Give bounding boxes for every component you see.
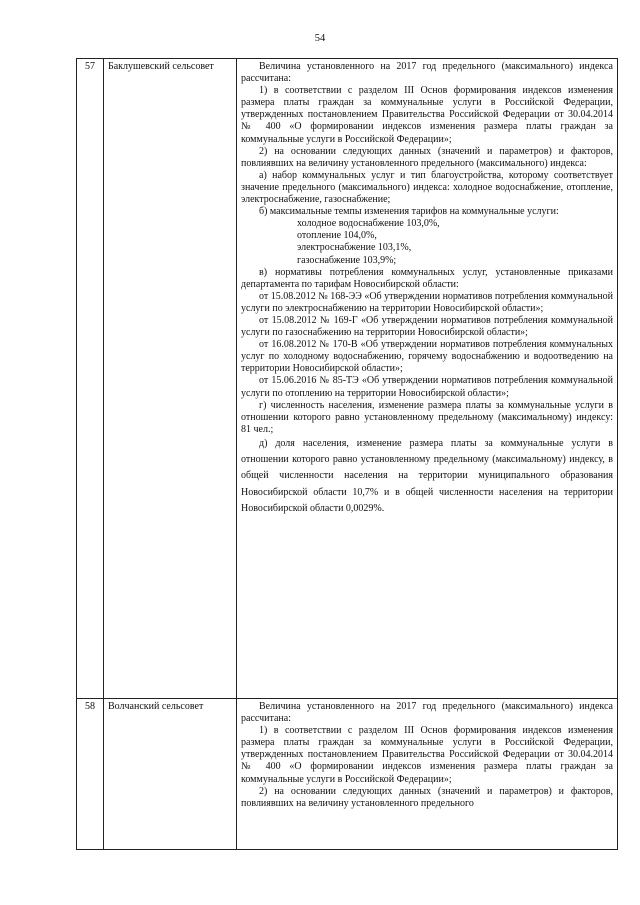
paragraph: от 15.08.2012 № 168-ЭЭ «Об утверждении нормативов потребления коммунальной услуги по электроснабжению на территории Новосибирской области»; (241, 290, 613, 314)
page-number: 54 (314, 33, 326, 44)
municipality-name: Баклушевский сельсовет (104, 59, 237, 699)
tariff-item: электроснабжение 103,1%, (297, 242, 412, 254)
paragraph: Величина установленного на 2017 год предельного (максимального) индекса рассчитана: (241, 61, 613, 85)
paragraph: от 16.08.2012 № 170-В «Об утверждении нормативов потребления коммунальных услуг по холодному водоснабжению, горячему водоснабжению и водоотведению на территории Новосибирской области»; (241, 339, 613, 375)
row-number: 57 (77, 59, 104, 699)
paragraph: б) максимальные темпы изменения тарифов на коммунальные услуги: (259, 206, 559, 218)
table-row (77, 59, 618, 699)
table-row (77, 699, 618, 850)
paragraph: 1) в соответствии с разделом III Основ формирования индексов изменения размера платы граждан за коммунальные услуги в Российской Федерации, утвержденных постановлением Правительства Российской Федерации от 30.04.2014 № 400 «О формировании индексов изменения размера платы граждан за коммунальные услуги в Российской Федерации»; (241, 85, 613, 145)
paragraph: а) набор коммунальных услуг и тип благоустройства, которому соответствует значение предельного (максимального) индекса: холодное водоснабжение, отопление, электроснабжение, газоснабжение; (241, 169, 613, 206)
paragraph: от 15.08.2012 № 169-Г «Об утверждении нормативов потребления коммунальной услуги по газоснабжению на территории Новосибирской области»; (241, 314, 613, 339)
paragraph: г) численность населения, изменение размера платы за коммунальные услуги в отношении которого равно установленному предельному (максимальному) индексу: 81 чел.; (241, 399, 613, 435)
tariff-item: газоснабжение 103,9%; (297, 254, 397, 266)
index-description (237, 699, 618, 850)
municipalities-table (76, 58, 618, 850)
paragraph: 1) в соответствии с разделом III Основ формирования индексов изменения размера платы граждан за коммунальные услуги в Российской Федерации, утвержденных постановлением Правительства Российской Федерации от 30.04.2014 № 400 «О формировании индексов изменения размера платы граждан за коммунальные услуги в Российской Федерации»; (241, 725, 613, 785)
municipality-name: Волчанский сельсовет (104, 699, 237, 850)
paragraph: 2) на основании следующих данных (значений и параметров) и факторов, повлиявших на величину установленного предельного (максимального) индекса: (241, 145, 613, 169)
index-description (237, 59, 618, 699)
paragraph: 2) на основании следующих данных (значений и параметров) и факторов, повлиявших на величину установленного предельного (241, 785, 613, 809)
tariff-item: холодное водоснабжение 103,0%, (297, 218, 440, 230)
paragraph: от 15.06.2016 № 85-ТЭ «Об утверждении нормативов потребления коммунальной услуги по отоплению на территории Новосибирской области»; (241, 375, 613, 399)
row-number: 58 (77, 699, 104, 850)
tariff-item: отопление 104,0%, (297, 230, 377, 242)
paragraph: д) доля населения, изменение размера платы за коммунальные услуги в отношении которого равно установленному предельному (максимальному) индексу, в общей численности населения на территории муниципального образования Новосибирской области 10,7% и в общей численности населения на территории Новосибирской области 0,0029%. (241, 437, 613, 514)
paragraph: в) нормативы потребления коммунальных услуг, установленные приказами департамента по тарифам Новосибирской области: (241, 266, 613, 290)
paragraph: Величина установленного на 2017 год предельного (максимального) индекса рассчитана: (241, 701, 613, 725)
